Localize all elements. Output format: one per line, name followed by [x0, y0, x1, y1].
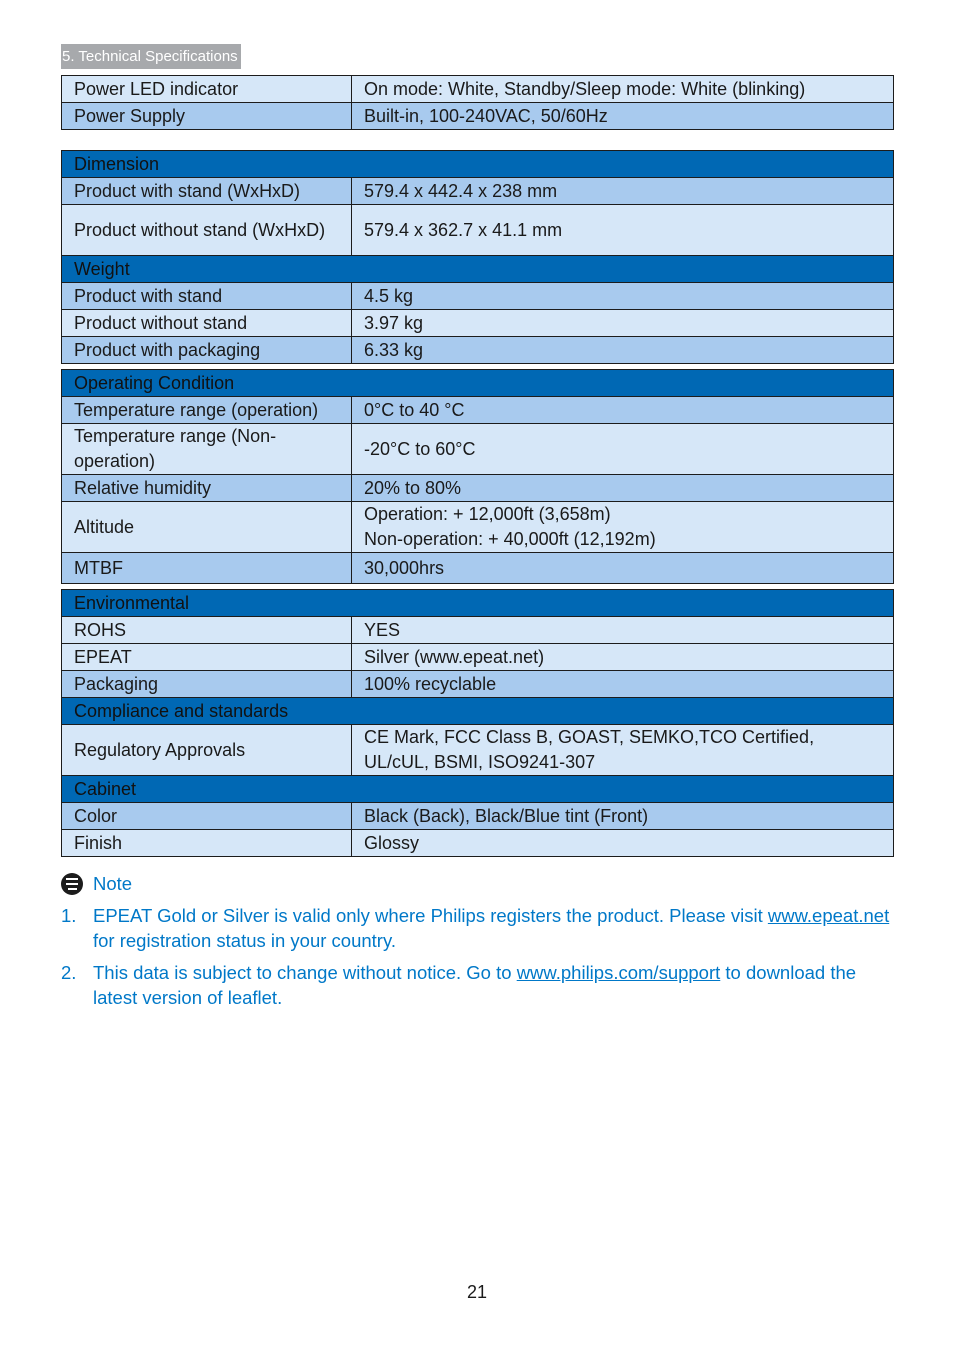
row-value: 100% recyclable	[352, 671, 894, 698]
row-value: Black (Back), Black/Blue tint (Front)	[352, 803, 894, 830]
row-value: Built-in, 100-240VAC, 50/60Hz	[352, 103, 894, 130]
row-label: Product without stand	[62, 310, 352, 337]
row-label: Product without stand (WxHxD)	[62, 205, 352, 256]
epeat-link[interactable]: www.epeat.net	[767, 905, 890, 926]
note-text: to download the latest version of leaflet.	[93, 962, 857, 1008]
table-row	[62, 397, 894, 424]
row-label: Power Supply	[62, 103, 352, 130]
value-line: Operation: + 12,000ft (3,658m)	[364, 504, 611, 524]
section-header-compliance	[62, 698, 894, 725]
row-label: Product with stand	[62, 283, 352, 310]
section-header-operating	[62, 370, 894, 397]
row-label: Temperature range (Non-operation)	[62, 424, 352, 475]
note-number: 2.	[61, 962, 77, 983]
section-title: Dimension	[62, 151, 894, 178]
section-header-dimension	[62, 151, 894, 178]
table-row	[62, 502, 894, 553]
page-number: 21	[466, 1282, 488, 1302]
note-header	[61, 872, 891, 896]
table-row	[62, 337, 894, 364]
row-value: Silver (www.epeat.net)	[352, 644, 894, 671]
section-title: Environmental	[62, 590, 894, 617]
table-row	[62, 617, 894, 644]
row-label: MTBF	[62, 553, 352, 584]
section-header-weight	[62, 256, 894, 283]
row-value: Glossy	[352, 830, 894, 857]
table-row	[62, 205, 894, 256]
row-label: EPEAT	[62, 644, 352, 671]
section-title: Weight	[62, 256, 894, 283]
row-value: CE Mark, FCC Class B, GOAST, SEMKO,TCO Certified, UL/cUL, BSMI, ISO9241-307	[352, 725, 894, 776]
row-value: YES	[352, 617, 894, 644]
section-title: Compliance and standards	[62, 698, 894, 725]
note-title: Note	[93, 873, 133, 894]
row-label: Power LED indicator	[62, 76, 352, 103]
row-label: Temperature range (operation)	[62, 397, 352, 424]
row-value: 4.5 kg	[352, 283, 894, 310]
environmental-table	[61, 589, 894, 857]
row-value: 30,000hrs	[352, 553, 894, 584]
table-row	[62, 178, 894, 205]
power-table	[61, 75, 894, 130]
row-value: 0°C to 40 °C	[352, 397, 894, 424]
row-label: ROHS	[62, 617, 352, 644]
row-label: Regulatory Approvals	[62, 725, 352, 776]
operating-condition-table	[61, 369, 894, 584]
table-row	[62, 671, 894, 698]
note-text: EPEAT Gold or Silver is valid only where Philips registers the product. Please visit	[93, 905, 768, 926]
table-row	[62, 424, 894, 475]
table-row	[62, 475, 894, 502]
table-row	[62, 553, 894, 584]
section-title: Operating Condition	[62, 370, 894, 397]
table-row	[62, 803, 894, 830]
table-row	[62, 310, 894, 337]
note-item	[61, 903, 891, 953]
row-value: 579.4 x 362.7 x 41.1 mm	[352, 205, 894, 256]
row-value: 20% to 80%	[352, 475, 894, 502]
note-icon	[61, 873, 83, 895]
table-row	[62, 103, 894, 130]
table-row	[62, 644, 894, 671]
philips-support-link[interactable]: www.philips.com/support	[516, 962, 721, 983]
row-value: 579.4 x 442.4 x 238 mm	[352, 178, 894, 205]
row-value: 3.97 kg	[352, 310, 894, 337]
row-label: Product with packaging	[62, 337, 352, 364]
row-label: Finish	[62, 830, 352, 857]
note-text: for registration status in your country.	[93, 930, 396, 951]
table-row	[62, 830, 894, 857]
row-label: Product with stand (WxHxD)	[62, 178, 352, 205]
section-title: Cabinet	[62, 776, 894, 803]
row-value: 6.33 kg	[352, 337, 894, 364]
section-tab: 5. Technical Specifications	[61, 44, 241, 69]
note-number: 1.	[61, 905, 77, 926]
row-value: On mode: White, Standby/Sleep mode: White (blinking)	[352, 76, 894, 103]
note-text: This data is subject to change without notice. Go to	[93, 962, 517, 983]
row-label: Color	[62, 803, 352, 830]
row-value: -20°C to 60°C	[352, 424, 894, 475]
row-label: Packaging	[62, 671, 352, 698]
row-label: Altitude	[62, 502, 352, 553]
section-header-environmental	[62, 590, 894, 617]
row-value	[352, 502, 894, 553]
note-section	[61, 872, 891, 1010]
section-header-cabinet	[62, 776, 894, 803]
table-row	[62, 76, 894, 103]
table-row	[62, 725, 894, 776]
dimension-weight-table	[61, 150, 894, 364]
value-line: Non-operation: + 40,000ft (12,192m)	[364, 529, 656, 549]
note-item	[61, 960, 891, 1010]
row-label: Relative humidity	[62, 475, 352, 502]
table-row	[62, 283, 894, 310]
